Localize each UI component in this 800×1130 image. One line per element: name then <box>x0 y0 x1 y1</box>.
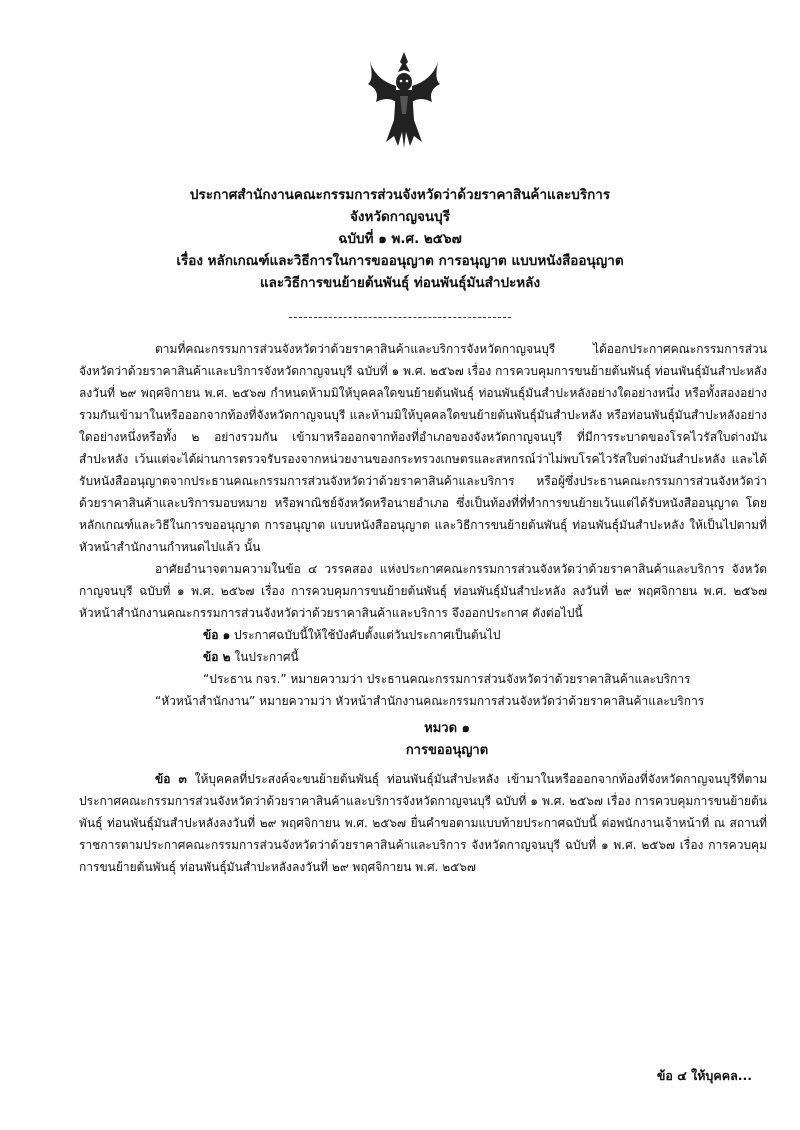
header-subject-cont: และวิธีการขนย้ายต้นพันธุ์ ท่อนพันธุ์มันสำปะหลัง <box>259 275 541 291</box>
document-header <box>100 184 700 294</box>
chapter-title: หมวด ๑ <box>424 721 470 736</box>
page-continuation: ข้อ ๔ ให้บุคคล... <box>656 1068 752 1083</box>
clause-1-label: ข้อ ๑ <box>203 628 231 642</box>
clause-3-label: ข้อ ๓ <box>155 772 187 786</box>
garuda-emblem-icon <box>366 50 442 150</box>
clause-2 <box>127 646 767 668</box>
clause-3-text: ให้บุคคลที่ประสงค์จะขนย้ายต้นพันธุ์ ท่อนพันธุ์มันสำปะหลัง เข้ามาในหรือออกจากท้องที่จังหวัดกาญจนบุรีที่ตามประกาศคณะกรรมการส่วนจังหวัดว่าด้วยราคาสินค้าและบริการจังหวัดกาญจนบุรี ฉบับที่ ๑ พ.ศ. ๒๕๖๗ เรื่อง การควบคุมการขนย้ายต้นพันธุ์ ท่อนพันธุ์มันสำปะหลังลงวันที่ ๒๙ พฤศจิกายน พ.ศ. ๒๕๖๗ ยื่นคำขอตามแบบท้ายประกาศฉบับนี้ ต่อพนักงานเจ้าหน้าที่ ณ สถานที่ราชการตามประกาศคณะกรรมการส่วนจังหวัดว่าด้วยราคาสินค้าและบริการ จังหวัดกาญจนบุรี ฉบับที่ ๑ พ.ศ. ๒๕๖๗ เรื่อง การควบคุมการขนย้ายต้นพันธุ์ ท่อนพันธุ์มันสำปะหลังลงวันที่ ๒๙ พฤศจิกายน พ.ศ. ๒๕๖๗ <box>79 772 767 874</box>
chapter-subtitle: การขออนุญาต <box>405 743 489 758</box>
paragraph-authority: อาศัยอำนาจตามความในข้อ ๔ วรรคสอง แห่งประกาศคณะกรรมการส่วนจังหวัดว่าด้วยราคาสินค้าและบริการ จังหวัดกาญจนบุรี ฉบับที่ ๑ พ.ศ. ๒๕๖๗ เรื่อง การควบคุมการขนย้ายต้นพันธุ์ ท่อนพันธุ์มันสำปะหลัง ลงวันที่ ๒๙ พฤศจิกายน พ.ศ. ๒๕๖๗ หัวหน้าสำนักงานคณะกรรมการส่วนจังหวัดว่าด้วยราคาสินค้าและบริการ จึงออกประกาศ ดังต่อไปนี้ <box>79 562 767 620</box>
header-issue-number: ฉบับที่ ๑ พ.ศ. ๒๕๖๗ <box>338 231 462 247</box>
clause-1 <box>127 624 767 646</box>
clause-1-text: ประกาศฉบับนี้ให้ใช้บังคับตั้งแต่วันประกาศเป็นต้นไป <box>234 628 501 642</box>
clause-2-text: ในประกาศนี้ <box>234 650 299 664</box>
clause-3 <box>79 768 767 878</box>
header-divider <box>289 317 511 318</box>
header-title: ประกาศสำนักงานคณะกรรมการส่วนจังหวัดว่าด้วยราคาสินค้าและบริการ <box>189 187 611 203</box>
document-body <box>79 338 767 878</box>
definition-chairman: “ประธาน กจร.” หมายความว่า ประธานคณะกรรมการส่วนจังหวัดว่าด้วยราคาสินค้าและบริการ <box>203 672 691 686</box>
paragraph-preamble: ตามที่คณะกรรมการส่วนจังหวัดว่าด้วยราคาสินค้าและบริการจังหวัดกาญจนบุรี ได้ออกประกาศคณะกรรมการส่วนจังหวัดว่าด้วยราคาสินค้าและบริการจังหวัดกาญจนบุรี ฉบับที่ ๑ พ.ศ. ๒๕๖๗ เรื่อง การควบคุมการขนย้ายต้นพันธุ์ ท่อนพันธุ์มันสำปะหลัง ลงวันที่ ๒๙ พฤศจิกายน พ.ศ. ๒๕๖๗ กำหนดห้ามมิให้บุคคลใดขนย้ายต้นพันธุ์ ท่อนพันธุ์มันสำปะหลังอย่างใดอย่างหนึ่ง หรือทั้งสองอย่างรวมกันเข้ามาในหรือออกจากท้องที่จังหวัดกาญจนบุรี และห้ามมิให้บุคคลใดขนย้ายต้นพันธุ์มันสำปะหลัง หรือท่อนพันธุ์มันสำปะหลังอย่างใดอย่างหนึ่งหรือทั้ง ๒ อย่างรวมกัน เข้ามาหรือออกจากท้องที่อำเภอของจังหวัดกาญจนบุรี ที่มีการระบาดของโรคไวรัสใบด่างมันสำปะหลัง เว้นแต่จะได้ผ่านการตรวจรับรองจากหน่วยงานของกระทรวงเกษตรและสหกรณ์ว่าไม่พบโรคไวรัสใบด่างมันสำปะหลัง และได้รับหนังสืออนุญาตจากประธานคณะกรรมการส่วนจังหวัดว่าด้วยราคาสินค้าและบริการ หรือผู้ซึ่งประธานคณะกรรมการส่วนจังหวัดว่าด้วยราคาสินค้าและบริการมอบหมาย หรือพาณิชย์จังหวัดหรือนายอำเภอ ซึ่งเป็นท้องที่ที่ทำการขนย้ายเว้นแต่ได้รับหนังสืออนุญาต โดยหลักเกณฑ์และวิธีในการขออนุญาต การอนุญาต แบบหนังสืออนุญาต และวิธีการขนย้ายต้นพันธุ์ ท่อนพันธุ์มันสำปะหลัง ให้เป็นไปตามที่หัวหน้าสำนักงานกำหนดไปแล้ว นั้น <box>79 342 767 554</box>
clause-2-label: ข้อ ๒ <box>203 650 231 664</box>
definition-office-head: “หัวหน้าสำนักงาน” หมายความว่า หัวหน้าสำนักงานคณะกรรมการส่วนจังหวัดว่าด้วยราคาสินค้าและบริการ <box>155 694 705 708</box>
header-province: จังหวัดกาญจนบุรี <box>350 209 450 225</box>
header-subject: เรื่อง หลักเกณฑ์และวิธีการในการขออนุญาต การอนุญาต แบบหนังสืออนุญาต <box>176 253 624 269</box>
